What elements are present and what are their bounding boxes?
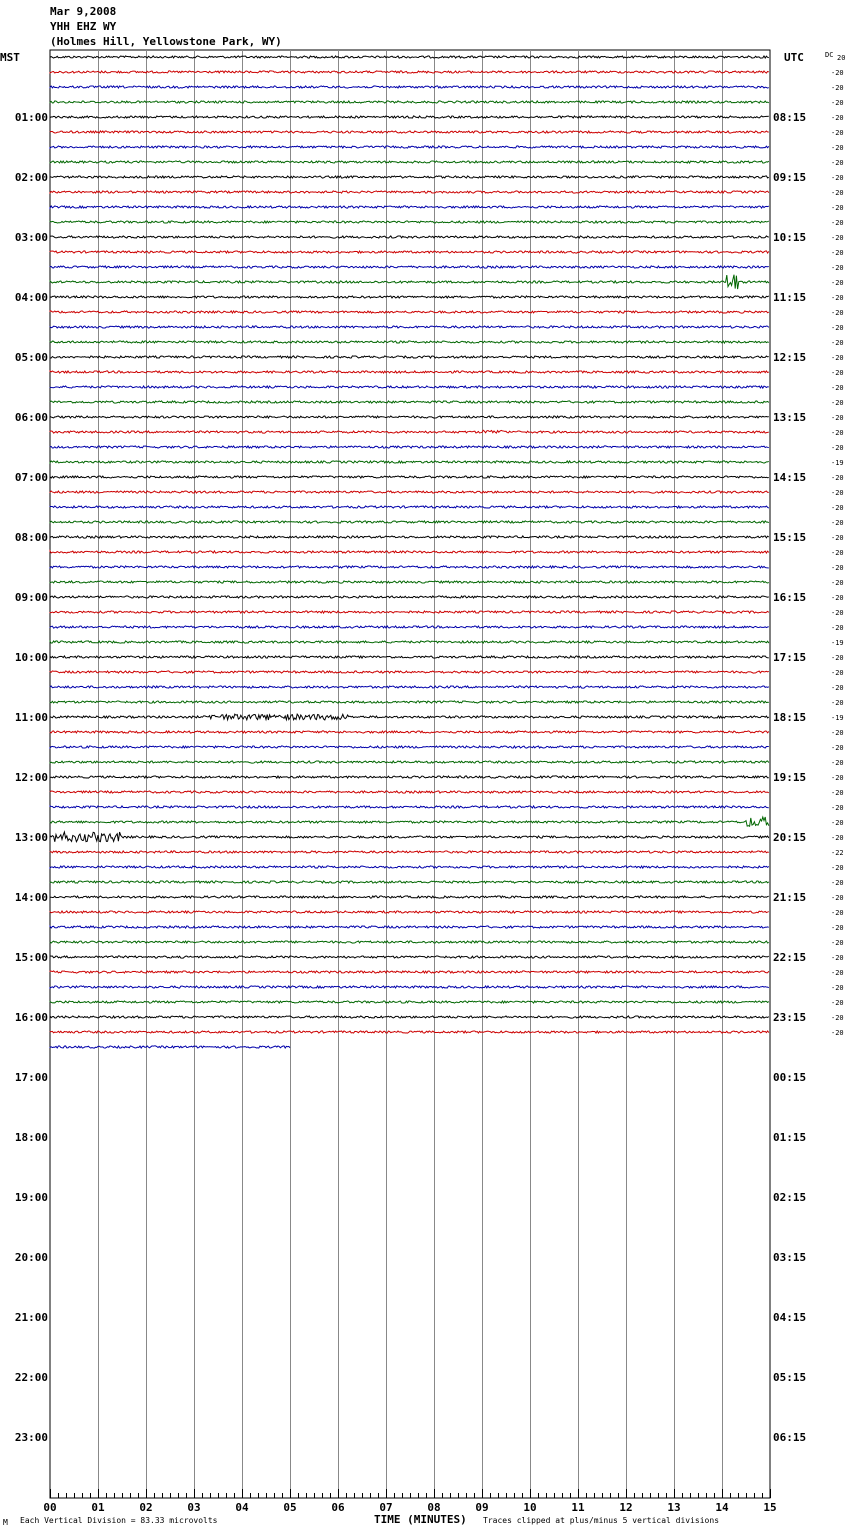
utc-hour-label: 15:15 (773, 531, 807, 544)
mst-hour-label: 11:00 (14, 711, 48, 724)
utc-hour-label: 09:15 (773, 171, 807, 184)
dc-offset-label: -20 (831, 294, 844, 302)
dc-offset-label: -20 (831, 1029, 844, 1037)
dc-offset-label: -19 (831, 714, 844, 722)
utc-hour-label: 23:15 (773, 1011, 807, 1024)
seismic-trace (50, 956, 769, 958)
utc-hour-label: 03:15 (773, 1251, 807, 1264)
x-axis (43, 1489, 776, 1514)
x-tick-label: 02 (139, 1501, 153, 1514)
dc-offset-label: -20 (831, 939, 844, 947)
seismic-trace (50, 791, 769, 793)
x-tick-label: 04 (235, 1501, 249, 1514)
seismic-trace (50, 131, 769, 133)
seismic-trace (50, 806, 769, 808)
dc-offset-label: -20 (831, 534, 844, 542)
dc-offset-label: -20 (831, 219, 844, 227)
mst-hour-label: 16:00 (14, 1011, 48, 1024)
seismic-trace (50, 926, 769, 928)
x-tick-label: 07 (379, 1501, 393, 1514)
dc-offset-label: -20 (831, 384, 844, 392)
dc-offset-label: -20 (831, 774, 844, 782)
utc-hour-label: 12:15 (773, 351, 807, 364)
dc-offset-label: -20 (831, 684, 844, 692)
dc-offset-label: -20 (831, 864, 844, 872)
seismic-trace (50, 566, 769, 568)
seismic-trace (50, 761, 769, 763)
mst-hour-label: 19:00 (14, 1191, 48, 1204)
seismic-trace (50, 536, 769, 538)
dc-offset-label: -20 (831, 474, 844, 482)
seismic-trace (50, 401, 769, 403)
seismic-trace (50, 341, 769, 343)
x-tick-label: 09 (475, 1501, 489, 1514)
utc-hour-label: 11:15 (773, 291, 807, 304)
seismic-trace (50, 266, 769, 268)
dc-label: DC (825, 51, 834, 59)
seismic-trace (50, 326, 769, 328)
mst-hour-label: 03:00 (14, 231, 48, 244)
dc-offset-label: -20 (831, 594, 844, 602)
mst-hour-label: 02:00 (14, 171, 48, 184)
seismic-trace (50, 1031, 769, 1033)
utc-hour-label: 04:15 (773, 1311, 807, 1324)
seismic-trace (50, 611, 769, 613)
utc-hour-label: 21:15 (773, 891, 807, 904)
seismic-trace (50, 581, 769, 583)
dc-offset-label: -20 (831, 69, 844, 77)
x-tick-label: 03 (187, 1501, 201, 1514)
dc-offset-label: -22 (831, 849, 844, 857)
utc-hour-label: 18:15 (773, 711, 807, 724)
dc-offset-label: -20 (831, 159, 844, 167)
x-tick-label: 01 (91, 1501, 105, 1514)
seismic-trace (50, 686, 769, 688)
seismic-trace (50, 746, 769, 748)
dc-offset-label: -20 (831, 414, 844, 422)
station-location: (Holmes Hill, Yellowstone Park, WY) (50, 35, 282, 48)
utc-hour-label: 19:15 (773, 771, 807, 784)
seismic-trace (50, 656, 769, 658)
utc-hour-label: 13:15 (773, 411, 807, 424)
mst-hour-label: 12:00 (14, 771, 48, 784)
seismic-trace (50, 776, 769, 778)
dc-offset-label: -20 (831, 204, 844, 212)
seismic-trace (50, 671, 769, 673)
seismic-trace (50, 275, 769, 289)
x-tick-label: 05 (283, 1501, 297, 1514)
seismic-traces (50, 56, 769, 1048)
dc-offset-label: -20 (831, 579, 844, 587)
seismic-trace (50, 896, 769, 898)
seismic-trace (50, 1016, 769, 1018)
utc-hour-label: 17:15 (773, 651, 807, 664)
seismic-trace (50, 416, 769, 418)
dc-offset-label: -20 (831, 354, 844, 362)
chart-date: Mar 9,2008 (50, 5, 117, 18)
mst-hour-label: 10:00 (14, 651, 48, 664)
seismic-trace (50, 1046, 290, 1048)
x-tick-label: 14 (715, 1501, 729, 1514)
seismic-trace (50, 881, 769, 883)
seismic-trace (50, 386, 769, 388)
dc-offset-label: -20 (831, 654, 844, 662)
seismic-trace (50, 221, 769, 223)
dc-offset-label: -20 (831, 489, 844, 497)
dc-offset-label: -20 (831, 504, 844, 512)
dc-offset-label: -20 (831, 249, 844, 257)
dc-offset-label: -20 (831, 924, 844, 932)
dc-offset-label: -20 (831, 624, 844, 632)
right-timezone-label: UTC (784, 51, 804, 64)
dc-offset-label: -20 (831, 549, 844, 557)
utc-hour-label: 02:15 (773, 1191, 807, 1204)
dc-offset-label: -20 (831, 819, 844, 827)
dc-offset-label: -20 (831, 1014, 844, 1022)
mst-hour-label: 01:00 (14, 111, 48, 124)
seismic-trace (50, 506, 769, 508)
utc-hour-label: 10:15 (773, 231, 807, 244)
seismic-trace (50, 296, 769, 298)
utc-hour-label: 16:15 (773, 591, 807, 604)
seismic-trace (50, 971, 769, 973)
dc-offset-label: -20 (831, 429, 844, 437)
mst-hour-label: 05:00 (14, 351, 48, 364)
seismic-trace (50, 521, 769, 523)
mst-hour-label: 21:00 (14, 1311, 48, 1324)
mst-hour-label: 18:00 (14, 1131, 48, 1144)
seismic-trace (50, 701, 769, 703)
station-code: YHH EHZ WY (50, 20, 117, 33)
dc-offset-label: -20 (831, 324, 844, 332)
seismic-trace (50, 461, 769, 463)
dc-offset-label: -20 (831, 834, 844, 842)
mst-hour-label: 14:00 (14, 891, 48, 904)
seismic-trace (50, 86, 769, 88)
dc-offset-label: -20 (831, 894, 844, 902)
dc-offset-label: -20 (831, 444, 844, 452)
dc-offset-label: -20 (831, 954, 844, 962)
utc-hour-label: 06:15 (773, 1431, 807, 1444)
x-tick-label: 12 (619, 1501, 633, 1514)
dc-offset-label: -20 (831, 114, 844, 122)
mst-hour-label: 09:00 (14, 591, 48, 604)
dc-offset-label: -20 (831, 699, 844, 707)
seismic-trace (50, 101, 769, 103)
dc-offset-label: 20 (837, 54, 846, 62)
dc-offset-label: -20 (831, 99, 844, 107)
x-tick-label: 15 (763, 1501, 777, 1514)
x-tick-label: 11 (571, 1501, 585, 1514)
dc-offset-label: -20 (831, 804, 844, 812)
x-tick-label: 13 (667, 1501, 681, 1514)
scale-note: Each Vertical Division = 83.33 microvolts (20, 1516, 218, 1525)
utc-hour-label: 22:15 (773, 951, 807, 964)
dc-offset-label: -20 (831, 189, 844, 197)
seismic-trace (50, 1001, 769, 1003)
seismic-trace (50, 206, 769, 208)
seismic-trace (50, 161, 769, 163)
utc-hour-label: 00:15 (773, 1071, 807, 1084)
dc-offset-label: -20 (831, 84, 844, 92)
seismic-trace (50, 817, 769, 826)
dc-offset-label: -20 (831, 879, 844, 887)
seismic-trace (50, 986, 769, 988)
seismic-trace (50, 176, 769, 178)
x-axis-label: TIME (MINUTES) (374, 1513, 467, 1526)
seismic-trace (50, 71, 769, 73)
seismic-trace (50, 714, 769, 720)
utc-hour-label: 05:15 (773, 1371, 807, 1384)
dc-offset-label: -20 (831, 609, 844, 617)
dc-offset-label: -20 (831, 264, 844, 272)
seismic-trace (50, 311, 769, 313)
seismic-trace (50, 430, 769, 433)
utc-hour-label: 01:15 (773, 1131, 807, 1144)
dc-offset-label: -20 (831, 969, 844, 977)
dc-offset-label: -20 (831, 564, 844, 572)
dc-offset-label: -20 (831, 669, 844, 677)
seismic-trace (50, 596, 769, 598)
seismic-trace (50, 356, 769, 358)
seismic-trace (50, 851, 769, 853)
seismic-trace (50, 116, 769, 118)
mst-hour-label: 13:00 (14, 831, 48, 844)
mst-hour-label: 04:00 (14, 291, 48, 304)
mst-hour-label: 06:00 (14, 411, 48, 424)
seismic-trace (50, 641, 769, 643)
seismic-trace (50, 551, 769, 553)
utc-hour-label: 14:15 (773, 471, 807, 484)
seismic-trace (50, 626, 769, 628)
seismic-trace (50, 236, 769, 238)
seismic-trace (50, 146, 769, 148)
dc-offset-label: -20 (831, 129, 844, 137)
x-tick-label: 10 (523, 1501, 537, 1514)
mst-hour-label: 17:00 (14, 1071, 48, 1084)
mst-hour-label: 22:00 (14, 1371, 48, 1384)
dc-offset-label: -19 (831, 639, 844, 647)
dc-offset-label: -19 (831, 459, 844, 467)
seismic-trace (50, 476, 769, 478)
mst-hour-label: 20:00 (14, 1251, 48, 1264)
seismic-trace (50, 56, 769, 58)
dc-offset-label: -20 (831, 759, 844, 767)
dc-offset-label: -20 (831, 399, 844, 407)
mst-hour-label: 15:00 (14, 951, 48, 964)
dc-offset-label: -20 (831, 174, 844, 182)
seismic-trace (50, 491, 769, 493)
dc-offset-label: -20 (831, 999, 844, 1007)
left-timezone-label: MST (0, 51, 20, 64)
mst-hour-label: 23:00 (14, 1431, 48, 1444)
x-tick-label: 06 (331, 1501, 345, 1514)
utc-hour-label: 08:15 (773, 111, 807, 124)
seismic-trace (50, 866, 769, 868)
dc-offset-label: -20 (831, 339, 844, 347)
x-tick-label: 08 (427, 1501, 441, 1514)
dc-offset-label: -20 (831, 309, 844, 317)
mst-hour-label: 07:00 (14, 471, 48, 484)
dc-offset-label: -20 (831, 789, 844, 797)
seismic-trace (50, 941, 769, 943)
dc-offset-label: -20 (831, 144, 844, 152)
seismic-trace (50, 446, 769, 448)
dc-offset-label: -20 (831, 909, 844, 917)
utc-hour-label: 20:15 (773, 831, 807, 844)
seismic-trace (50, 371, 769, 373)
x-tick-label: 00 (43, 1501, 57, 1514)
dc-offset-label: -20 (831, 984, 844, 992)
dc-offset-label: -20 (831, 279, 844, 287)
dc-offset-label: -20 (831, 369, 844, 377)
seismic-trace (50, 251, 769, 253)
seismic-trace (50, 191, 769, 193)
seismic-trace (50, 731, 769, 733)
seismic-trace (50, 911, 769, 913)
dc-offset-label: -20 (831, 519, 844, 527)
mst-hour-label: 08:00 (14, 531, 48, 544)
dc-offset-label: -20 (831, 234, 844, 242)
dc-offset-label: -20 (831, 744, 844, 752)
clip-note: Traces clipped at plus/minus 5 vertical divisions (483, 1516, 720, 1525)
dc-offset-label: -20 (831, 729, 844, 737)
corner-mark: M (3, 1518, 8, 1527)
seismic-trace (50, 832, 769, 842)
